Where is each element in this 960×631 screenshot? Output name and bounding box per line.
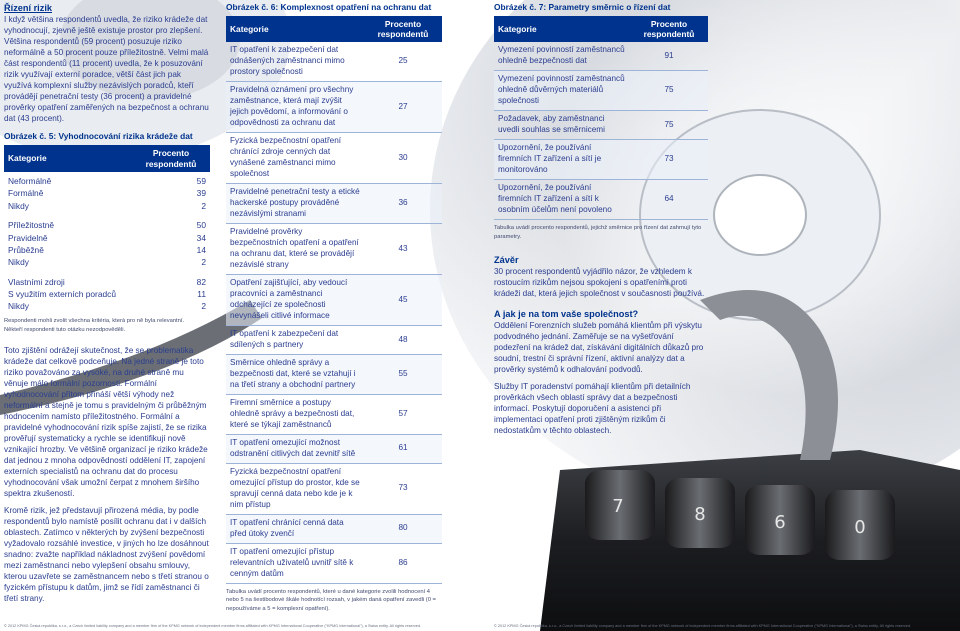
figure-6 (226, 2, 442, 614)
figure-7-row-value: 73 (630, 140, 708, 180)
figure-7-row-label: Upozornění, že používání firemních IT zařízení a sítí k osobním účelům není povoleno (494, 180, 630, 220)
svg-text:0: 0 (854, 517, 866, 538)
figure-6-row-value: 45 (364, 275, 442, 326)
figure-6-row (226, 133, 442, 184)
conclusion-title: Závěr (494, 254, 519, 265)
figure-5-row (4, 289, 210, 301)
figure-6-row (226, 326, 442, 355)
figure-6-header (226, 16, 442, 42)
figure-6-row-label: IT opatření omezující možnost odstranění citlivých dat zevnitř sítě (226, 434, 364, 463)
figure-5-row-label: Nikdy (8, 301, 29, 312)
figure-7-table (494, 16, 708, 220)
figure-7-row (494, 140, 708, 180)
conclusion-text: 30 procent respondentů vyjádřilo názor, že vzhledem k rostoucím rizikům nejsou spokojeni s opatřeními proti krádeži dat, která jejich společnost v současnosti používá. (494, 266, 705, 298)
footer-left: © 2012 KPMG Česká republika, s.r.o., a Czech limited liability company and a member firm of the KPMG network of independent member firms affiliated with KPMG International Cooperative ("KPMG International"), a Swiss entity. All rights reserved. (4, 624, 422, 628)
figure-5-row-label: Nikdy (8, 257, 29, 268)
svg-text:7: 7 (612, 496, 624, 517)
figure-6-row-label: Směrnice ohledně správy a bezpečnosti dat, které se vztahují i na třetí strany a obchodní partnery (226, 355, 364, 395)
figure-7-caption: Obrázek č. 7: Parametry směrnic o řízení dat (494, 2, 671, 12)
figure-6-row-value: 36 (364, 184, 442, 224)
column-1 (4, 2, 210, 611)
figure-6-row-label: IT opatření k zabezpečení dat odnášených zaměstnanci mimo prostory společnosti (226, 42, 364, 81)
figure-7-row-label: Vymezení povinností zaměstnanců ohledně bezpečnosti dat (494, 42, 630, 70)
figure-5-note-1: Respondenti mohli zvolit všechna kritéria, která pro ně byla relevantní. (4, 318, 185, 325)
figure-6-row-value: 25 (364, 42, 442, 81)
figure-7-row (494, 111, 708, 140)
figure-7-row (494, 180, 708, 220)
figure-5-row-label: Pravidelně (8, 232, 48, 243)
figure-6-row-value: 73 (364, 463, 442, 514)
figure-6-row-value: 86 (364, 543, 442, 583)
figure-7-header-value: Procento respondentů (643, 19, 695, 40)
footer-right: © 2012 KPMG Česká republika, s.r.o., a Czech limited liability company and a member firm of the KPMG network of independent member firms affiliated with KPMG International Cooperative ("KPMG International"), a Swiss entity. All rights reserved. (494, 624, 912, 628)
figure-6-row (226, 224, 442, 275)
figure-6-row (226, 42, 442, 81)
figure-7-row-value: 91 (630, 42, 708, 70)
figure-5-row-value: 14 (196, 244, 206, 255)
figure-7-row-label: Vymezení povinností zaměstnanců ohledně důvěrných materiálů společnosti (494, 71, 630, 111)
figure-7-row (494, 71, 708, 111)
section-title-risk: Řízení rizik (4, 3, 52, 13)
figure-6-row (226, 394, 442, 434)
figure-5-row-value: 2 (201, 200, 206, 211)
figure-6-row (226, 543, 442, 583)
figure-7-row-value: 75 (630, 111, 708, 140)
figure-6-header-value: Procento respondentů (377, 19, 429, 40)
figure-7 (494, 2, 708, 443)
figure-6-note: Tabulka uvádí procento respondentů, které u dané kategorie zvolili hodnocení 4 nebo 5 na šestibodové škále hodnotící rozsah, v jakém daná opatření zavedli (0 = nepoužíváme a 5 = komplexní opatření). (226, 588, 436, 613)
figure-6-row (226, 184, 442, 224)
figure-6-row-label: Pravidelná oznámení pro všechny zaměstnance, která mají zvýšit jejich povědomí, a informování o odpovědnosti za ochranu dat (226, 82, 364, 133)
svg-text:8: 8 (694, 504, 706, 525)
figure-7-header (494, 16, 708, 42)
figure-5-header-category: Kategorie (8, 152, 47, 163)
figure-5-row-label: Průběžně (8, 244, 44, 255)
figure-5-row (4, 232, 210, 244)
figure-5-note-2: Někteří respondenti tuto otázku nezodpověděli. (4, 326, 126, 333)
figure-6-row-label: Pravidelné prověrky bezpečnostních opatření a opatření na ochranu dat, které se provádějí nezávislé strany (226, 224, 364, 275)
figure-6-row (226, 463, 442, 514)
figure-7-row (494, 42, 708, 70)
help-text-2: Služby IT poradenství pomáhají klientům při detailních prověrkách všech oblastí správy dat a bezpečnosti informací. Poskytují doporučení a asistenci při implementaci opatření proti zjištěným rizikům či nedostatkům v těchto oblastech. (494, 382, 691, 436)
figure-5-row (4, 257, 210, 269)
figure-6-row-label: Opatření zajišťující, aby vedoucí pracovníci a zaměstnanci odcházející ze společnosti nevynášeli citlivé informace (226, 275, 364, 326)
figure-6-row (226, 355, 442, 395)
figure-5-row-label: Neformálně (8, 176, 52, 187)
figure-5-row-value: 82 (196, 276, 206, 287)
figure-5-row-label: Příležitostně (8, 220, 55, 231)
figure-6-row-value: 61 (364, 434, 442, 463)
figure-5-row-value: 59 (196, 176, 206, 187)
figure-6-row-label: Fyzická bezpečnostní opatření omezující přístup do prostor, kde se spravují cenná data nebo kde je k nim přístup (226, 463, 364, 514)
figure-6-row-value: 57 (364, 394, 442, 434)
figure-5-row-value: 2 (201, 301, 206, 312)
figure-6-row-value: 48 (364, 326, 442, 355)
figure-6-row (226, 275, 442, 326)
paragraph-2: Toto zjištění odrážejí skutečnost, že se problematika krádeže dat celkově podceňuje. Na jedné straně je toto riziko považováno za vysoké, na druhé straně mu věnuje málo formální pozornosti. Formální vyhodnocování přitom přináší větší výhody než neformální a stejně je tomu s pravidelným či průběžným hodnocením namísto příležitostného. Formální a pravidelné vyhodnocování rizik spíše zajistí, že se rizika prověřují systematicky a rychle se identifikují nově vznikající hrozby. Ve většině organizací je riziko krádeže dat jednou z mnoha odpovědností oddělení IT, zapojení externích specialistů na ochranu dat do procesu vyhodnocování však umožní čerpat z mnohem širšího spektra zkušeností. (4, 346, 208, 499)
figure-5-row (4, 301, 210, 313)
figure-6-row-value: 43 (364, 224, 442, 275)
figure-5-row (4, 176, 210, 188)
figure-5-row (4, 188, 210, 200)
figure-6-row (226, 82, 442, 133)
figure-5-table (4, 145, 210, 171)
paragraph-3: Kromě rizik, jež představují přirozená média, by podle respondentů bylo namístě posílit ochranu dat i v dalších oblastech. Zatímco v některých by zvýšení bezpečnosti vyžadovalo rozsáhlé investice, v jiných ho lze dosáhnout snadno: zvažte například nákladnost zvýšení povědomí mezi zaměstnanci nebo vylepšení obsahu smlouvy, kterou uzavřete se zaměstnancem nebo s třetí stranou o fyzickém přístupu k datům, jimž se řídí zaměstnanci či třetí strany. (4, 506, 209, 604)
figure-5-body (4, 176, 210, 314)
figure-5-row-value: 39 (196, 188, 206, 199)
figure-6-row (226, 434, 442, 463)
figure-5-row (4, 200, 210, 212)
figure-5-row-value: 2 (201, 257, 206, 268)
figure-5-header-value: Procento respondentů (145, 148, 197, 169)
figure-5-row-value: 50 (196, 220, 206, 231)
figure-5-caption: Obrázek č. 5: Vyhodnocování rizika krádeže dat (4, 131, 193, 142)
figure-7-row-label: Upozornění, že používání firemních IT zařízení a sítí je monitorováno (494, 140, 630, 180)
figure-6-row-value: 30 (364, 133, 442, 184)
figure-6-table (226, 16, 442, 584)
figure-6-row-label: IT opatření omezující přístup relevantních uživatelů uvnitř sítě k cenným datům (226, 543, 364, 583)
figure-6-row-label: IT opatření chránící cenná data před útoky zvenčí (226, 514, 364, 543)
help-text-1: Oddělení Forenzních služeb pomáhá klientům při výskytu podvodného jednání. Zaměřuje se na vyšetřování podezření na krádež dat, získávání digitálních důkazů pro soudní, trestní či správní řízení, aktivní analýzy dat a prověrky systémů k odhalování podvodů. (494, 321, 704, 375)
figure-5-row-label: Nikdy (8, 200, 29, 211)
figure-6-row-label: Pravidelné penetrační testy a etické hackerské postupy prováděné nezávislými stranami (226, 184, 364, 224)
figure-6-row-label: IT opatření k zabezpečení dat sdílených s partnery (226, 326, 364, 355)
figure-6-header-category: Kategorie (230, 23, 269, 34)
figure-7-row-value: 75 (630, 71, 708, 111)
figure-6-row (226, 514, 442, 543)
figure-7-header-category: Kategorie (498, 23, 537, 34)
figure-6-caption: Obrázek č. 6: Komplexnost opatření na ochranu dat (226, 2, 432, 12)
figure-5-row (4, 244, 210, 256)
figure-6-row-value: 80 (364, 514, 442, 543)
figure-7-row-label: Požadavek, aby zaměstnanci uvedli souhlas se směrnicemi (494, 111, 630, 140)
figure-5-row-value: 34 (196, 232, 206, 243)
figure-6-row-label: Firemní směrnice a postupy ohledně správy a bezpečnosti dat, které se týkají zaměstnanců (226, 394, 364, 434)
figure-6-row-value: 27 (364, 82, 442, 133)
figure-5-row (4, 212, 210, 232)
figure-7-row-value: 64 (630, 180, 708, 220)
figure-5-header (4, 145, 210, 171)
help-title: A jak je na tom vaše společnost? (494, 308, 639, 319)
figure-6-row-value: 55 (364, 355, 442, 395)
figure-5-row (4, 269, 210, 289)
figure-5-row-label: S využitím externích poradců (8, 289, 116, 300)
figure-5-row-label: Vlastními zdroji (8, 276, 65, 287)
intro-paragraph: I když většina respondentů uvedla, že riziko krádeže dat vyhodnocují, zjevně ještě existuje prostor pro zlepšení. Většina respondentů (59 procent) posuzuje riziko neformálně a 50 procent pouze příležitostně. Velmi malá část respondentů (11 procent) uvedla, že k posuzování rizik využívají externí poradce, větší část jich pak využívá komplexní služby nezávislých poradců, kteří provádějí penetrační testy (36 procent) a pravidelné prověrky opatření zaměřených na bezpečnost a ochranu dat (43 procent). (4, 15, 209, 124)
figure-6-row-label: Fyzická bezpečnostní opatření chránící zdroje cenných dat vynášené zaměstnanci mimo společnost (226, 133, 364, 184)
figure-5-row-value: 11 (197, 289, 206, 300)
figure-7-note: Tabulka uvádí procento respondentů, jejichž směrnice pro řízení dat zahrnují tyto parametry. (494, 225, 702, 240)
svg-text:6: 6 (774, 512, 786, 533)
figure-5-row-label: Formálně (8, 188, 44, 199)
